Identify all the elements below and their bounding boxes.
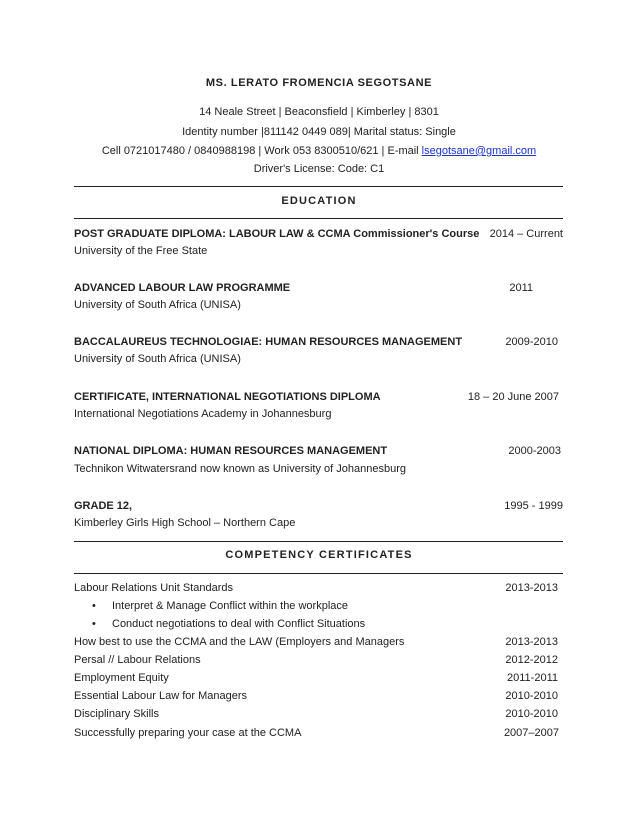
bullet-text: Conduct negotiations to deal with Conflict Situations <box>112 618 366 630</box>
education-entry <box>74 280 563 296</box>
institution: University of South Africa (UNISA) <box>74 299 241 311</box>
education-entry <box>74 389 563 405</box>
divider <box>74 541 563 542</box>
phone-line <box>0 145 638 157</box>
phone-text: Cell 0721017480 / 0840988198 | Work 053 8300510/621 | E-mail <box>101 145 422 157</box>
certificate-name: Persal // Labour Relations <box>74 654 201 666</box>
period: 18 – 20 June 2007 <box>467 391 559 403</box>
period: 2014 – Current <box>489 228 563 240</box>
candidate-name: MS. LERATO FROMENCIA SEGOTSANE <box>205 77 433 89</box>
certificate-period: 2010-2010 <box>505 708 558 720</box>
education-entry <box>74 498 563 514</box>
institution: University of the Free State <box>74 245 208 257</box>
qualification: POST GRADUATE DIPLOMA: LABOUR LAW & CCMA Commissioner's Course <box>74 228 480 240</box>
certificate-period: 2013-2013 <box>505 636 558 648</box>
education-entry <box>74 226 563 242</box>
certificate-name: Successfully preparing your case at the CCMA <box>74 727 302 739</box>
institution: University of South Africa (UNISA) <box>74 353 241 365</box>
institution: International Negotiations Academy in Johannesburg <box>74 408 332 420</box>
competency-heading: COMPETENCY CERTIFICATES <box>225 549 413 561</box>
period: 2009-2010 <box>505 336 558 348</box>
bullet-icon: • <box>92 618 96 630</box>
qualification: CERTIFICATE, INTERNATIONAL NEGOTIATIONS DIPLOMA <box>74 391 381 403</box>
certificate-name: How best to use the CCMA and the LAW (Employers and Managers <box>74 636 405 648</box>
period: 1995 - 1999 <box>504 500 563 512</box>
certificate-name: Disciplinary Skills <box>74 708 159 720</box>
certificate-row <box>74 652 563 668</box>
certificate-row <box>74 706 563 722</box>
bullet-text: Interpret & Manage Conflict within the workplace <box>112 600 349 612</box>
education-entry <box>74 334 563 350</box>
license-line: Driver's License: Code: C1 <box>253 163 385 175</box>
certificate-row <box>74 725 563 741</box>
qualification: GRADE 12, <box>74 500 133 512</box>
qualification: NATIONAL DIPLOMA: HUMAN RESOURCES MANAGEMENT <box>74 445 388 457</box>
qualification: BACCALAUREUS TECHNOLOGIAE: HUMAN RESOURCES MANAGEMENT <box>74 336 463 348</box>
certificate-name: Employment Equity <box>74 672 169 684</box>
period: 2000-2003 <box>508 445 561 457</box>
certificate-period: 2007–2007 <box>503 727 559 739</box>
divider <box>74 218 563 219</box>
qualification: ADVANCED LABOUR LAW PROGRAMME <box>74 282 291 294</box>
bullet-icon: • <box>92 600 96 612</box>
period: 2011 <box>509 282 533 294</box>
education-heading: EDUCATION <box>281 195 357 207</box>
certificate-name: Labour Relations Unit Standards <box>74 582 233 594</box>
certificate-row <box>74 688 563 704</box>
certificate-period: 2011-2011 <box>507 672 558 684</box>
email-link[interactable]: lsegotsane@gmail.com <box>421 145 537 157</box>
certificate-period: 2013-2013 <box>505 582 558 594</box>
divider <box>74 573 563 574</box>
institution: Kimberley Girls High School – Northern Cape <box>74 517 296 529</box>
certificate-period: 2012-2012 <box>505 654 558 666</box>
certificate-period: 2010-2010 <box>505 690 558 702</box>
certificate-name: Essential Labour Law for Managers <box>74 690 248 702</box>
divider <box>74 186 563 187</box>
institution: Technikon Witwatersrand now known as University of Johannesburg <box>74 463 406 475</box>
certificate-row <box>74 580 563 596</box>
education-entry <box>74 443 563 459</box>
identity-line: Identity number |811142 0449 089| Marital status: Single <box>182 126 456 138</box>
address-line: 14 Neale Street | Beaconsfield | Kimberley | 8301 <box>199 106 439 118</box>
certificate-row <box>74 670 563 686</box>
certificate-row <box>74 634 563 650</box>
